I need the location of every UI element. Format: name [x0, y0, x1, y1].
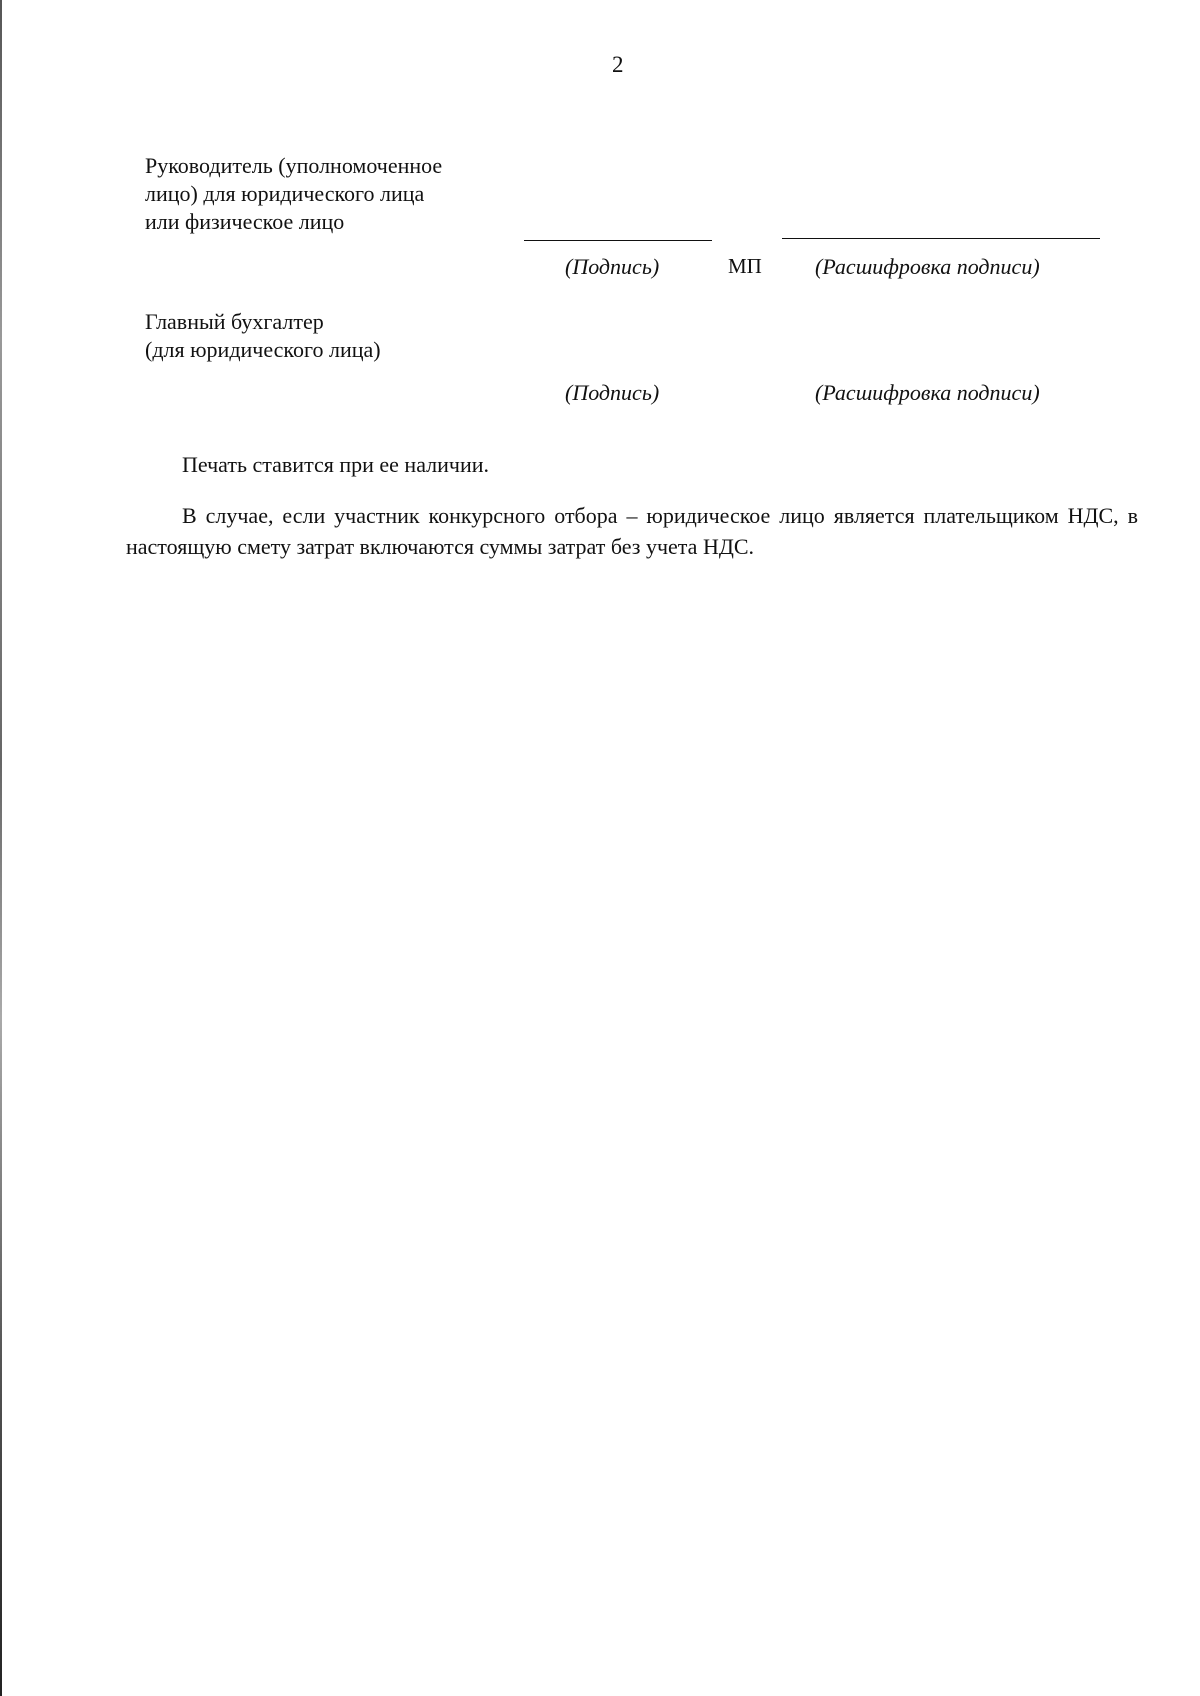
head-signature-line [524, 240, 712, 241]
head-decoding-line [782, 238, 1100, 239]
head-label-line: или физическое лицо [145, 209, 345, 234]
accountant-label [145, 308, 381, 364]
accountant-label-line: Главный бухгалтер [145, 309, 324, 334]
accountant-signature-caption: (Подпись) [565, 380, 660, 405]
page-number: 2 [612, 52, 624, 77]
head-label [145, 152, 442, 236]
accountant-label-line: (для юридического лица) [145, 337, 381, 362]
head-label-line: лицо) для юридического лица [145, 181, 425, 206]
stamp-caption: МП [728, 254, 762, 278]
head-signature-caption: (Подпись) [565, 254, 660, 279]
vat-note: В случае, если участник конкурсного отбора – юридическое лицо является плательщиком НДС, в настоящую смету затрат включаются суммы затрат без учета НДС. [126, 503, 1138, 559]
head-decoding-caption: (Расшифровка подписи) [815, 254, 1040, 279]
head-label-line: Руководитель (уполномоченное [145, 153, 443, 178]
scan-edge [0, 0, 2, 1696]
stamp-note: Печать ставится при ее наличии. [182, 452, 490, 477]
accountant-decoding-caption: (Расшифровка подписи) [815, 380, 1040, 405]
